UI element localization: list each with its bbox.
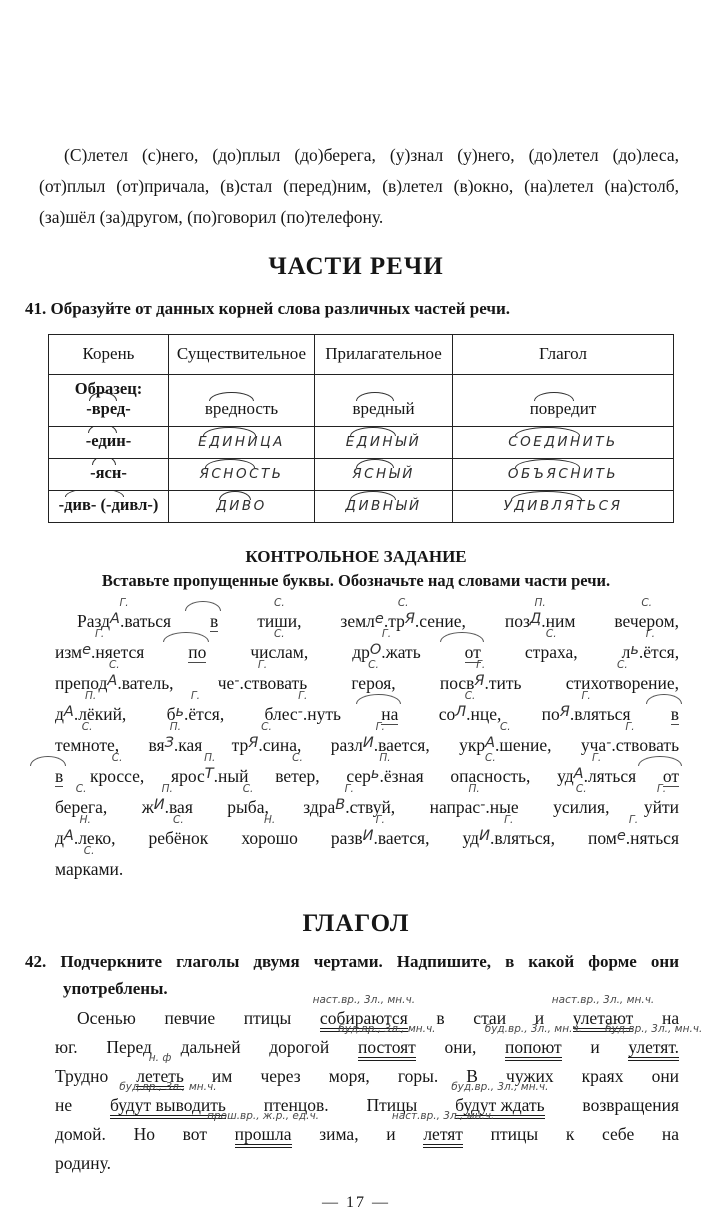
table-row [49, 491, 674, 523]
example-prefix: Образец: [74, 379, 143, 398]
word-text: в [670, 704, 680, 724]
example-word: вредный [352, 399, 415, 418]
pos-annotation: Г. [645, 628, 655, 640]
word-token [469, 1120, 539, 1149]
word-text: улетят. [628, 1037, 679, 1061]
inserted-letter: е [616, 828, 626, 844]
word-text: тиши, [257, 611, 302, 631]
underlined-verb [391, 1110, 495, 1149]
word-text: попоют [505, 1037, 562, 1061]
pos-annotation: Г. [476, 659, 486, 671]
pos-annotation: С. [641, 597, 653, 609]
column-header: Прилагательное [315, 335, 453, 375]
word-text: в [55, 766, 64, 786]
answer-cell [169, 427, 315, 459]
word-token [568, 1033, 599, 1062]
word-text: Разд$^А$.ваться [77, 611, 172, 631]
word-text: возвращения [582, 1095, 680, 1115]
pos-annotation: Н. [263, 814, 276, 826]
handwritten-word: ЕДИНИЦА [198, 434, 285, 450]
word-text: к [565, 1124, 575, 1144]
word-text: они, [444, 1037, 477, 1057]
pos-annotation: Г. [298, 690, 308, 702]
word-text: марками. [55, 859, 124, 879]
column-header: Существительное [169, 335, 315, 375]
word-text: $вя^З.кая$ [148, 735, 203, 755]
word-text: $земл^е.тр^Я.сение$, [340, 611, 466, 631]
word-token [309, 814, 430, 855]
word-token [112, 1120, 155, 1149]
example-cell [169, 375, 315, 427]
word-text: числам, [250, 642, 309, 662]
example-root-word: -вред- [86, 399, 131, 418]
pos-annotation: Г. [119, 597, 129, 609]
exercise-42-text [33, 994, 703, 1178]
word-text: через [260, 1066, 301, 1086]
word-token [544, 1120, 575, 1149]
word-text: дорогой [269, 1037, 330, 1057]
answer-cell [169, 459, 315, 491]
answer-cell [453, 491, 674, 523]
inserted-letter: Я [404, 611, 415, 627]
word-text: на [661, 1124, 680, 1144]
word-text: сер$^ь$.ёзная [346, 766, 424, 786]
word-text: улетают [573, 1008, 634, 1032]
word-token [560, 1062, 624, 1091]
word-text: ветер, [275, 766, 320, 786]
word-token [238, 1062, 300, 1091]
word-token [253, 752, 320, 791]
word-text: от [662, 766, 680, 786]
table-row [49, 459, 674, 491]
word-text: ярос$^Т$.ный [171, 766, 249, 786]
word-token [55, 1004, 136, 1033]
word-token [247, 1033, 329, 1062]
inserted-letter: А [485, 735, 495, 751]
inserted-letter: ь [630, 642, 639, 658]
word-token [222, 1004, 292, 1033]
word-text: уйти [643, 797, 680, 817]
word-text: $др^О.жать$ [352, 642, 421, 662]
word-text: напрас-.ные [429, 797, 519, 817]
answer-cell [315, 459, 453, 491]
answer-cell [315, 491, 453, 523]
word-text: Птицы [366, 1095, 418, 1115]
word-token [503, 628, 578, 667]
table-row [49, 427, 674, 459]
word-token [560, 1091, 679, 1120]
marked-preposition [649, 700, 679, 729]
example-root-cell [49, 375, 169, 427]
inserted-letter: Я [248, 735, 259, 751]
word-token [33, 1149, 111, 1178]
exercise-41-heading [25, 295, 679, 322]
word-text: берега, [55, 797, 108, 817]
table-header-row [49, 335, 674, 375]
word-text: зима, [319, 1124, 359, 1144]
pos-annotation: Г. [504, 814, 514, 826]
word-text: горы. [397, 1066, 439, 1086]
word-text: $тр^Я.сина$, [231, 735, 302, 755]
underlined-verb [336, 1023, 436, 1062]
word-text: $д^А.леко$, [55, 828, 116, 848]
word-text: стаи [473, 1008, 507, 1028]
root-cell [49, 491, 169, 523]
word-text: поз$^Д$.ним [504, 611, 576, 631]
word-text: кроссе, [89, 766, 145, 786]
word-token [33, 1120, 106, 1149]
word-text: че-.ствовать [217, 673, 308, 693]
pos-annotation: С. [464, 690, 476, 702]
pos-annotation: Г. [375, 814, 385, 826]
inserted-letter: Т [204, 766, 214, 782]
verb-form-annotation: буд.вр., 3л., мн.ч. [119, 1081, 217, 1093]
pos-annotation: С. [575, 783, 587, 795]
column-header: Корень [49, 335, 169, 375]
underlined-verb [483, 1023, 582, 1062]
example-cell [315, 375, 453, 427]
word-token [630, 1062, 679, 1091]
pos-annotation: С. [617, 659, 628, 671]
word-text: темноте, [55, 735, 120, 755]
inserted-letter: е [374, 611, 384, 627]
exercise-41-number: 41. [25, 299, 47, 318]
word-text: прошла [235, 1124, 292, 1148]
control-task-text [33, 597, 680, 884]
pos-annotation: Г. [581, 690, 591, 702]
pos-annotation: С. [83, 845, 95, 857]
word-text: Трудно [55, 1066, 109, 1086]
word-text: юг. [55, 1037, 78, 1057]
pos-annotation: С. [273, 628, 285, 640]
control-task-instruction: Вставьте пропущенные буквы. Обозначьте над словами части речи. [101, 571, 611, 590]
verb-form-annotation: буд.вр., 3л., мн.ч. [484, 1023, 582, 1035]
word-text: по [188, 642, 207, 662]
word-text: будут выводить [110, 1095, 226, 1119]
inserted-letter: И [479, 828, 490, 844]
word-text: укр$^А$.шение, [459, 735, 552, 755]
word-text: и [534, 1008, 545, 1028]
word-text: на [381, 704, 399, 724]
pos-annotation: Г. [95, 628, 105, 640]
answer-cell [169, 491, 315, 523]
word-token [33, 1091, 72, 1120]
inserted-letter: Л [455, 704, 467, 720]
inserted-letter: З [164, 735, 174, 751]
root-cell [49, 427, 169, 459]
word-token [441, 814, 555, 855]
word-text: Но [133, 1124, 155, 1144]
underlined-verb [605, 1023, 703, 1062]
pos-annotation: С. [397, 597, 409, 609]
word-token [33, 1033, 78, 1062]
word-text: будут ждать [455, 1095, 545, 1119]
word-token [566, 814, 680, 855]
inserted-letter: - [606, 735, 612, 751]
pos-annotation: С. [81, 721, 93, 733]
word-text: разв$^И$.вается, [330, 828, 430, 848]
pos-annotation: Г. [625, 721, 635, 733]
word-text: $л^ь.ётся$, [621, 642, 680, 662]
exercise-42-number: 42. [25, 952, 47, 971]
control-task-title: КОНТРОЛЬНОЕ ЗАДАНИЕ [245, 547, 467, 566]
verb-form-annotation: прош.вр., ж.р., ед.ч. [207, 1110, 319, 1122]
pos-annotation: П. [161, 783, 173, 795]
word-text: моря, [328, 1066, 370, 1086]
word-text: страха, [524, 642, 578, 662]
verb-form-annotation: н. ф [148, 1052, 172, 1064]
pos-annotation: Г. [628, 814, 639, 826]
verb-form-annotation: буд.вр., 3л., мн.ч. [605, 1023, 703, 1035]
word-text: они [651, 1066, 680, 1086]
word-token [318, 597, 466, 638]
word-text: препод$^А$.ватель, [55, 673, 174, 693]
word-text: в [436, 1008, 445, 1028]
word-text: не [55, 1095, 73, 1115]
section-title-parts-of-speech: ЧАСТИ РЕЧИ [268, 253, 444, 280]
pos-annotation: П. [85, 690, 97, 702]
exercise-42-instruction: Подчеркните глаголы двумя чертами. Надпишите, в какой форме они употреблены. [60, 952, 679, 998]
word-text: и [590, 1037, 600, 1057]
pos-annotation: С. [368, 659, 379, 671]
inserted-letter: ь [370, 766, 380, 782]
word-text: и [386, 1124, 396, 1144]
word-text: певчие [164, 1008, 216, 1028]
pos-annotation: С. [485, 752, 496, 764]
word-text: здра$^В$.ствуй, [303, 797, 396, 817]
word-token [580, 1120, 634, 1149]
word-text: хорошо [241, 828, 298, 848]
word-token [297, 1120, 358, 1149]
handwritten-word: ДИВНЫЙ [345, 498, 422, 514]
pos-annotation: С. [261, 721, 272, 733]
word-text: родину. [55, 1153, 112, 1173]
answer-cell [453, 459, 674, 491]
inserted-letter: - [234, 673, 240, 689]
word-text: посв$^Я$.тить [439, 673, 522, 693]
root-word: -ясн- [90, 463, 127, 482]
pos-annotation: С. [499, 721, 511, 733]
inserted-letter: Я [559, 704, 570, 720]
word-text: $уд^А.ляться$ [557, 766, 637, 786]
word-text: чужих [506, 1066, 554, 1086]
word-token [33, 659, 174, 700]
pos-annotation: П. [169, 721, 182, 733]
verb-form-annotation: наст.вр., 3л., мн.ч. [551, 994, 655, 1006]
pos-annotation: С. [108, 659, 120, 671]
handwritten-word: ОБЪЯСНИТЬ [507, 466, 619, 482]
verb-form-annotation: буд.вр., 3л., мн.ч. [338, 1023, 436, 1035]
pos-annotation: С. [292, 752, 303, 764]
verb-form-annotation: буд.вр., 3л., мн.ч. [451, 1081, 549, 1093]
roots-table [48, 334, 674, 523]
verb-form-annotation: наст.вр., 3л., мн.ч. [312, 994, 416, 1006]
inserted-letter: е [82, 642, 92, 658]
inserted-letter: И [153, 797, 165, 813]
table-example-row [49, 375, 674, 427]
root-word: -един- [85, 431, 132, 450]
inserted-letter: - [297, 704, 303, 720]
pos-annotation: Г. [381, 628, 392, 640]
word-text: постоят [358, 1037, 416, 1061]
pos-annotation: Г. [190, 690, 200, 702]
pos-annotation: Н. [79, 814, 91, 826]
handwritten-word: УДИВЛЯТЬСЯ [503, 498, 623, 514]
pos-annotation: С. [111, 752, 123, 764]
word-text: им [211, 1066, 233, 1086]
word-text: дальней [180, 1037, 241, 1057]
word-text: птенцов. [263, 1095, 329, 1115]
handwritten-word: ДИВО [216, 498, 267, 514]
word-text: блес-.нуть [264, 704, 342, 724]
word-text: Осенью [77, 1008, 136, 1028]
pos-annotation: С. [545, 628, 557, 640]
pos-annotation: П. [534, 597, 546, 609]
inserted-letter: А [63, 828, 74, 844]
answer-cell [453, 427, 674, 459]
intro-paragraph: (С)летел (с)него, (до)плыл (до)берега, (у)знал (у)него, (до)летел (до)леса, (от)плыл (от)причала, (в)стал (перед)ним, (в)летел (в)окно, (на)летел (на)столб, (за)шёл (за)другом, (по)говорил (по)телефону. [39, 145, 679, 227]
inserted-letter: В [335, 797, 346, 813]
word-text: рыба, [227, 797, 269, 817]
example-cell [453, 375, 674, 427]
example-word: вредность [204, 399, 279, 418]
word-text: разл$^И$.вается, [330, 735, 430, 755]
word-text: $б^ь.ётся$, [166, 704, 225, 724]
word-token [422, 1033, 476, 1062]
inserted-letter: Я [474, 673, 485, 689]
word-token [126, 814, 209, 853]
word-text: вот [182, 1124, 207, 1144]
word-text: вечером, [614, 611, 680, 631]
word-text: опасность, [450, 766, 531, 786]
word-text: стихотворение, [565, 673, 680, 693]
inserted-letter: И [362, 735, 374, 751]
handwritten-word: СОЕДИНИТЬ [508, 434, 618, 450]
pos-annotation: С. [274, 597, 285, 609]
word-token [219, 814, 298, 853]
pos-annotation: Г. [375, 721, 385, 733]
underlined-verb [207, 1110, 319, 1149]
inserted-letter: И [362, 828, 374, 844]
handwritten-word: ЯСНОСТЬ [199, 466, 284, 482]
example-word: повредит [529, 399, 597, 418]
word-text: ребёнок [148, 828, 209, 848]
word-text: В [466, 1066, 478, 1086]
word-text: $по^Я.вляться$ [541, 704, 631, 724]
inserted-letter: Д [529, 611, 542, 627]
handwritten-word: ЕДИНЫЙ [345, 434, 422, 450]
exercise-41-instruction: Образуйте от данных корней слова различных частей речи. [50, 299, 510, 318]
verb-form-annotation: наст.вр., 3л., мн.ч. [391, 1110, 495, 1122]
root-cell [49, 459, 169, 491]
word-text: птицы [243, 1008, 292, 1028]
word-text: усилия, [553, 797, 610, 817]
pos-annotation: Г. [257, 659, 268, 671]
word-text: уча-.ствовать [580, 735, 680, 755]
word-text: пом$^е$.няться [587, 828, 680, 848]
pos-annotation: П. [204, 752, 216, 764]
root-word: -див- (-дивл-) [58, 495, 159, 514]
word-token [142, 1004, 215, 1033]
inserted-letter: А [63, 704, 74, 720]
pos-annotation: П. [468, 783, 480, 795]
pos-annotation: С. [173, 814, 184, 826]
word-token [364, 1120, 395, 1149]
word-text: на [661, 1008, 680, 1028]
word-text: $д^А.лёкий$, [55, 704, 127, 724]
word-token [161, 1120, 207, 1149]
pos-annotation: Г. [656, 783, 667, 795]
pos-annotation: С. [75, 783, 87, 795]
marked-preposition [166, 638, 206, 667]
word-text: $со^Л.нце$, [438, 704, 502, 724]
handwritten-word: ЯСНЫЙ [352, 466, 415, 482]
word-token [531, 783, 610, 822]
inserted-letter: А [573, 766, 584, 782]
section-title-verb: ГЛАГОЛ [302, 910, 410, 937]
page-number: — 17 — [322, 1194, 390, 1211]
column-header: Глагол [453, 335, 674, 375]
word-text: в [210, 611, 219, 631]
word-text: Перед [106, 1037, 152, 1057]
word-text: героя, [351, 673, 396, 693]
word-token [33, 845, 124, 884]
pos-annotation: П. [379, 752, 391, 764]
word-text: $ж^И.вая$ [141, 797, 193, 817]
pos-annotation: Г. [344, 783, 354, 795]
inserted-letter: О [369, 642, 382, 658]
word-text: $уд^И.вляться$, [462, 828, 555, 848]
inserted-letter: ь [175, 704, 185, 720]
word-text: себе [602, 1124, 635, 1144]
word-text: от [464, 642, 481, 662]
inserted-letter: А [110, 611, 120, 627]
pos-annotation: Г. [592, 752, 602, 764]
pos-annotation: С. [242, 783, 254, 795]
word-text: собираются [320, 1008, 408, 1032]
inserted-letter: А [107, 673, 118, 689]
word-text: летят [423, 1124, 463, 1148]
word-text: лететь [136, 1066, 184, 1090]
word-text: изм$^е$.няется [55, 642, 145, 662]
word-text: домой. [55, 1124, 106, 1144]
word-token [640, 1120, 679, 1149]
word-text: краях [581, 1066, 624, 1086]
inserted-letter: - [480, 797, 486, 813]
answer-cell [315, 427, 453, 459]
word-token [307, 1062, 370, 1091]
word-text: птицы [490, 1124, 539, 1144]
